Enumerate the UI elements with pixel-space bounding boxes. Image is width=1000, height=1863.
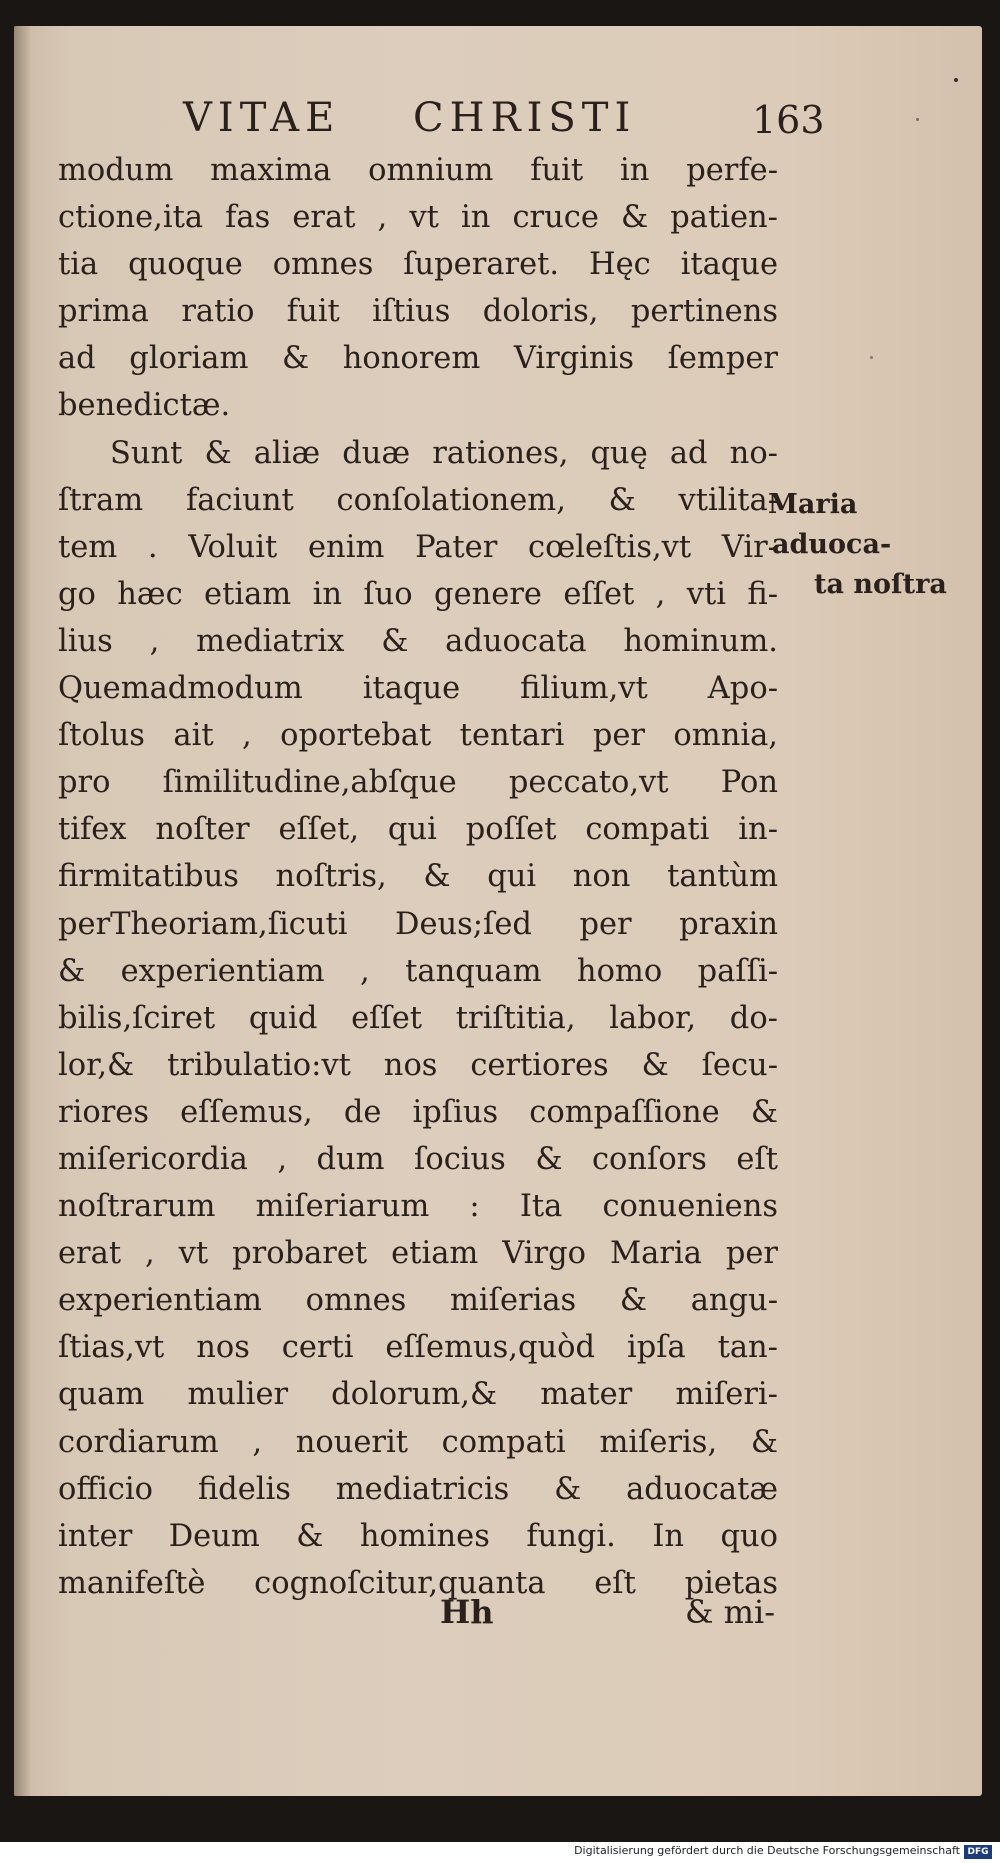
text-line: ad gloriam & honorem Virginis ſemper [58, 341, 778, 377]
page-number: 163 [752, 98, 825, 142]
catchword: & mi- [685, 1593, 776, 1631]
text-line: prima ratio fuit iſtius doloris, pertinens [58, 294, 778, 330]
text-line: & experientiam , tanquam homo paſſi- [58, 953, 778, 989]
running-title-left: VITAE [183, 95, 341, 141]
text-line: inter Deum & homines fungi. In quo [58, 1518, 778, 1554]
text-line: ſtias,vt nos certi eſſemus,quòd ipſa tan- [58, 1330, 778, 1366]
funding-credit: Digitalisierung gefördert durch die Deutsche Forschungsgemeinschaft [574, 1844, 960, 1857]
text-line: riores eſſemus, de ipſius compaſſione & [58, 1094, 778, 1130]
speck-mark [870, 356, 873, 359]
footer-strip [0, 1842, 1000, 1863]
signature-mark: Hh [440, 1593, 494, 1631]
text-line: benedictæ. [58, 388, 231, 424]
marginal-note-line: ta noſtra [814, 569, 947, 600]
text-line: experientiam omnes miſerias & angu- [58, 1283, 778, 1319]
marginal-note [768, 485, 947, 605]
body-text [58, 147, 778, 1607]
text-line: manifeſtè cognoſcitur,quanta eſt pietas [58, 1565, 778, 1601]
text-line: lius , mediatrix & aduocata hominum. [58, 623, 778, 659]
text-line: ſtram faciunt conſolationem, & vtilita- [58, 482, 778, 518]
text-line: bilis,ſciret quid eſſet triſtitia, labor, do- [58, 1000, 778, 1036]
page-gutter [14, 26, 30, 1796]
text-line: go hæc etiam in ſuo genere eſſet , vti fi- [58, 576, 778, 612]
text-line: ſtolus ait , oportebat tentari per omnia, [58, 718, 778, 754]
text-line: tia quoque omnes ſuperaret. Hęc itaque [58, 247, 778, 283]
text-line: quam mulier dolorum,& mater miſeri- [58, 1377, 778, 1413]
text-line: tem . Voluit enim Pater cœleſtis,vt Vir- [58, 529, 778, 565]
text-line: pro ſimilitudine,abſque peccato,vt Pon [58, 765, 778, 801]
text-line: tifex noſter eſſet, qui poſſet compati in- [58, 812, 778, 848]
text-line: miſericordia , dum ſocius & conſors eſt [58, 1141, 778, 1177]
text-line: cordiarum , nouerit compati miſeris, & [58, 1424, 778, 1460]
marginal-note-line: aduoca- [772, 529, 892, 560]
text-line: ctione,ita fas erat , vt in cruce & patien- [58, 200, 778, 236]
text-line: Quemadmodum itaque filium,vt Apo- [58, 671, 778, 707]
text-line: noſtrarum miſeriarum : Ita conueniens [58, 1189, 778, 1225]
text-line: perTheoriam,ſicuti Deus;ſed per praxin [58, 906, 778, 942]
speck-mark [916, 118, 919, 121]
text-line: modum maxima omnium fuit in perfe- [58, 153, 778, 188]
text-line: erat , vt probaret etiam Virgo Maria per [58, 1236, 778, 1272]
text-line: Sunt & aliæ duæ rationes, quę ad no- [110, 435, 778, 471]
text-line: firmitatibus noſtris, & qui non tantùm [58, 859, 778, 895]
speck-mark [954, 78, 958, 82]
marginal-note-line: Maria [768, 489, 858, 520]
running-title-right: CHRISTI [413, 95, 637, 141]
text-line: lor,& tribulatio:vt nos certiores & ſecu- [58, 1047, 778, 1083]
dfg-logo-icon: DFG [964, 1845, 992, 1859]
text-line: officio fidelis mediatricis & aduocatæ [58, 1471, 778, 1507]
